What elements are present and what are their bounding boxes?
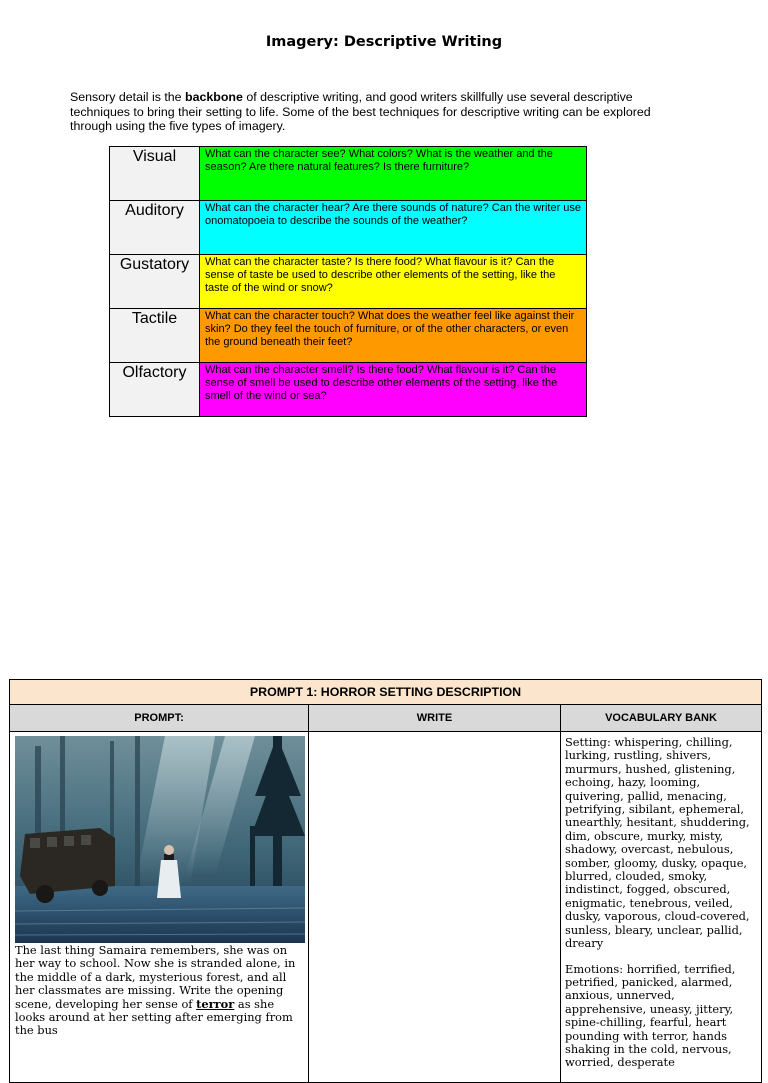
sense-label: Visual — [110, 147, 200, 201]
sense-description: What can the character smell? Is there food? What flavour is it? Can the sense of smell be used to describe other elements of the setting, like the smell of the wind or sea? — [200, 363, 587, 417]
imagery-row-tactile — [110, 309, 587, 363]
sense-description: What can the character touch? What does the weather feel like against their skin? Do they feel the touch of furniture, or of the other characters, or even the ground beneath their feet? — [200, 309, 587, 363]
sense-label: Gustatory — [110, 255, 200, 309]
prompt-cell — [10, 732, 309, 1083]
vocab-emotions: Emotions: horrified, terrified, petrified, panicked, alarmed, anxious, unnerved, apprehensive, uneasy, jittery, spine-chilling, fearful, heart pounding with terror, hands shaking in the cold, nervous, worried, desperate — [565, 961, 736, 1070]
imagery-row-auditory — [110, 201, 587, 255]
column-header-vocabulary: VOCABULARY BANK — [561, 705, 762, 732]
sense-label: Olfactory — [110, 363, 200, 417]
sense-description: What can the character see? What colors? What is the weather and the season? Are there natural features? Is there furniture? — [200, 147, 587, 201]
vocabulary-cell — [561, 732, 762, 1083]
intro-text-end: of descriptive writing, and good writers skillfully use several descriptive techniques to bring their setting to life. Some of the best techniques for descriptive writing can be explored through using the five types of imagery. — [70, 90, 651, 133]
write-cell[interactable] — [309, 732, 561, 1083]
imagery-row-olfactory — [110, 363, 587, 417]
column-header-write: WRITE — [309, 705, 561, 732]
intro-bold-word: backbone — [185, 90, 243, 104]
vocab-setting: Setting: whispering, chilling, lurking, rustling, shivers, murmurs, hushed, glistening, echoing, hazy, looming, quivering, pallid, menacing, petrifying, sibilant, ephemeral, unearthly, hesitant, shuddering, dim, obscure, murky, misty, shadowy, overcast, nebulous, somber, gloomy, dusky, opaque, blurred, clouded, smoky, indistinct, fogged, obscured, enigmatic, tenebrous, veiled, dusky, vaporous, cloud-covered, sunless, bleary, unclear, pallid, dreary — [565, 735, 750, 951]
prompt-text-start: The last thing Samaira remembers, she was on her way to school. Now she is stranded alone, in the middle of a dark, mysterious forest, and all her classmates are missing. Write the opening scene, developing her sense of — [15, 943, 296, 1011]
prompt-keyword: terror — [196, 996, 235, 1011]
column-header-prompt: PROMPT: — [10, 705, 309, 732]
intro-text-start: Sensory detail is the — [70, 90, 186, 104]
imagery-row-visual — [110, 147, 587, 201]
page-title: Imagery: Descriptive Writing — [265, 34, 503, 50]
imagery-table — [109, 146, 587, 417]
prompt-table-title: PROMPT 1: HORROR SETTING DESCRIPTION — [10, 680, 762, 705]
prompt-table — [9, 679, 762, 1083]
prompt-text-end: as she looks around at her setting after emerging from the bus — [15, 996, 293, 1038]
sense-description: What can the character taste? Is there food? What flavour is it? Can the sense of taste be used to describe other elements of the setting, like the taste of the wind or snow? — [200, 255, 587, 309]
intro-paragraph — [70, 90, 690, 134]
sense-label: Tactile — [110, 309, 200, 363]
sense-label: Auditory — [110, 201, 200, 255]
horror-forest-photo — [15, 736, 305, 943]
imagery-row-gustatory — [110, 255, 587, 309]
sense-description: What can the character hear? Are there sounds of nature? Can the writer use onomatopoeia to describe the sounds of the weather? — [200, 201, 587, 255]
